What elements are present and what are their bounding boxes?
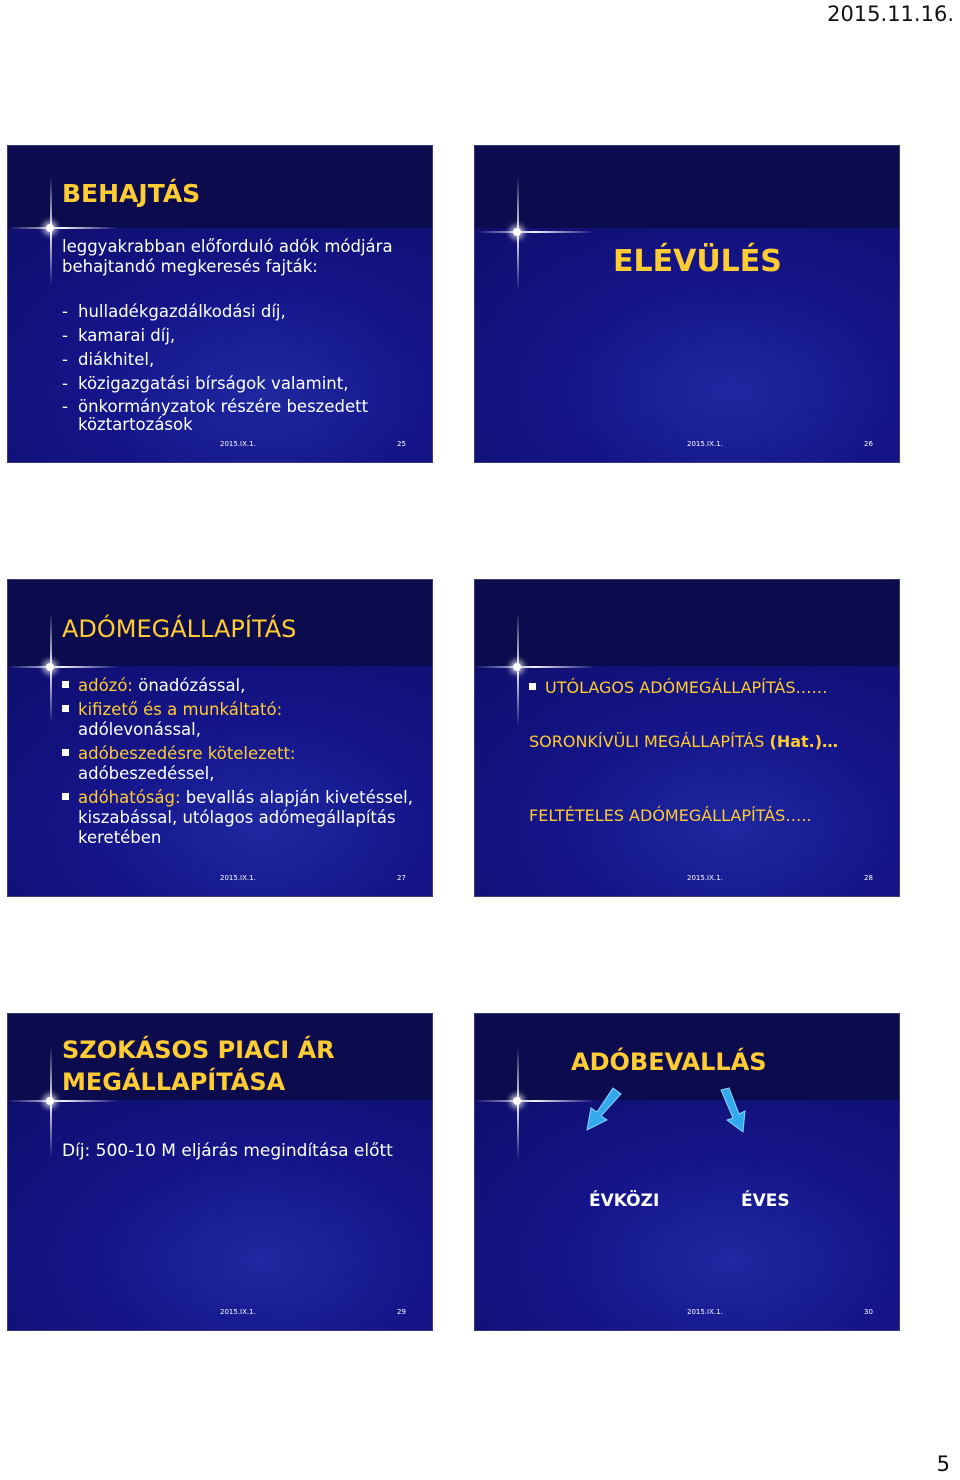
- slide-30: [474, 1013, 900, 1331]
- slide-number: 27: [397, 874, 406, 882]
- slide-footer-date: 2015.IX.1.: [687, 874, 723, 882]
- list-item: - diákhitel,: [62, 350, 155, 369]
- slide-intro: leggyakrabban előforduló adók módjára behajtandó megkeresés fajták:: [62, 237, 393, 276]
- slide-body: [529, 678, 894, 826]
- list-item: - önkormányzatok részére beszedett köztartozások: [62, 397, 369, 434]
- slide-number: 26: [864, 440, 873, 448]
- list-item: - kamarai díj,: [62, 326, 176, 345]
- arrow-down-left-icon: [583, 1086, 623, 1134]
- page-date: 2015.11.16.: [827, 2, 954, 26]
- list-item: UTÓLAGOS ADÓMEGÁLLAPÍTÁS……: [529, 678, 894, 698]
- slide-28: [474, 579, 900, 897]
- title-line: SZOKÁSOS PIACI ÁR: [62, 1036, 335, 1064]
- list-item: - hulladékgazdálkodási díj,: [62, 302, 286, 321]
- slide-footer-date: 2015.IX.1.: [220, 440, 256, 448]
- slide-title: ADÓBEVALLÁS: [571, 1048, 767, 1076]
- title-line: MEGÁLLAPÍTÁSA: [62, 1068, 286, 1096]
- slide-number: 25: [397, 440, 406, 448]
- slide-footer-date: 2015.IX.1.: [220, 874, 256, 882]
- list-item: kifizető és a munkáltató: adólevonással,: [62, 700, 422, 740]
- slide-title: [62, 1034, 335, 1098]
- slide-title: ELÉVÜLÉS: [613, 244, 782, 279]
- list-item: adóbeszedésre kötelezett: adóbeszedéssel,: [62, 744, 422, 784]
- slide-number: 29: [397, 1308, 406, 1316]
- bullet-list: [62, 676, 422, 848]
- slide-footer-date: 2015.IX.1.: [687, 440, 723, 448]
- evkozi-label: ÉVKÖZI: [589, 1191, 660, 1211]
- slide-29: [7, 1013, 433, 1331]
- list-item: adózó: önadózással,: [62, 676, 422, 696]
- fee-list: [62, 302, 417, 434]
- slide-25: [7, 145, 433, 463]
- list-item: SORONKÍVÜLI MEGÁLLAPÍTÁS (Hat.)…: [529, 732, 839, 751]
- arrow-down-right-icon: [717, 1086, 757, 1134]
- slide-number: 28: [864, 874, 873, 882]
- list-item: adóhatóság: bevallás alapján kivetéssel, kiszabással, utólagos adómegállapítás keretében: [62, 788, 422, 848]
- list-item: - közigazgatási bírságok valamint,: [62, 374, 349, 393]
- slide-body: Díj: 500-10 M eljárás megindítása előtt: [62, 1141, 393, 1161]
- slide-footer-date: 2015.IX.1.: [687, 1308, 723, 1316]
- slide-title: BEHAJTÁS: [62, 179, 201, 208]
- slide-footer-date: 2015.IX.1.: [220, 1308, 256, 1316]
- eves-label: ÉVES: [741, 1191, 790, 1211]
- slide-27: [7, 579, 433, 897]
- list-item: FELTÉTELES ADÓMEGÁLLAPÍTÁS…..: [529, 806, 812, 825]
- slide-title: ADÓMEGÁLLAPÍTÁS: [62, 615, 297, 643]
- page-number: 5: [936, 1452, 950, 1476]
- slide-number: 30: [864, 1308, 873, 1316]
- slide-26: [474, 145, 900, 463]
